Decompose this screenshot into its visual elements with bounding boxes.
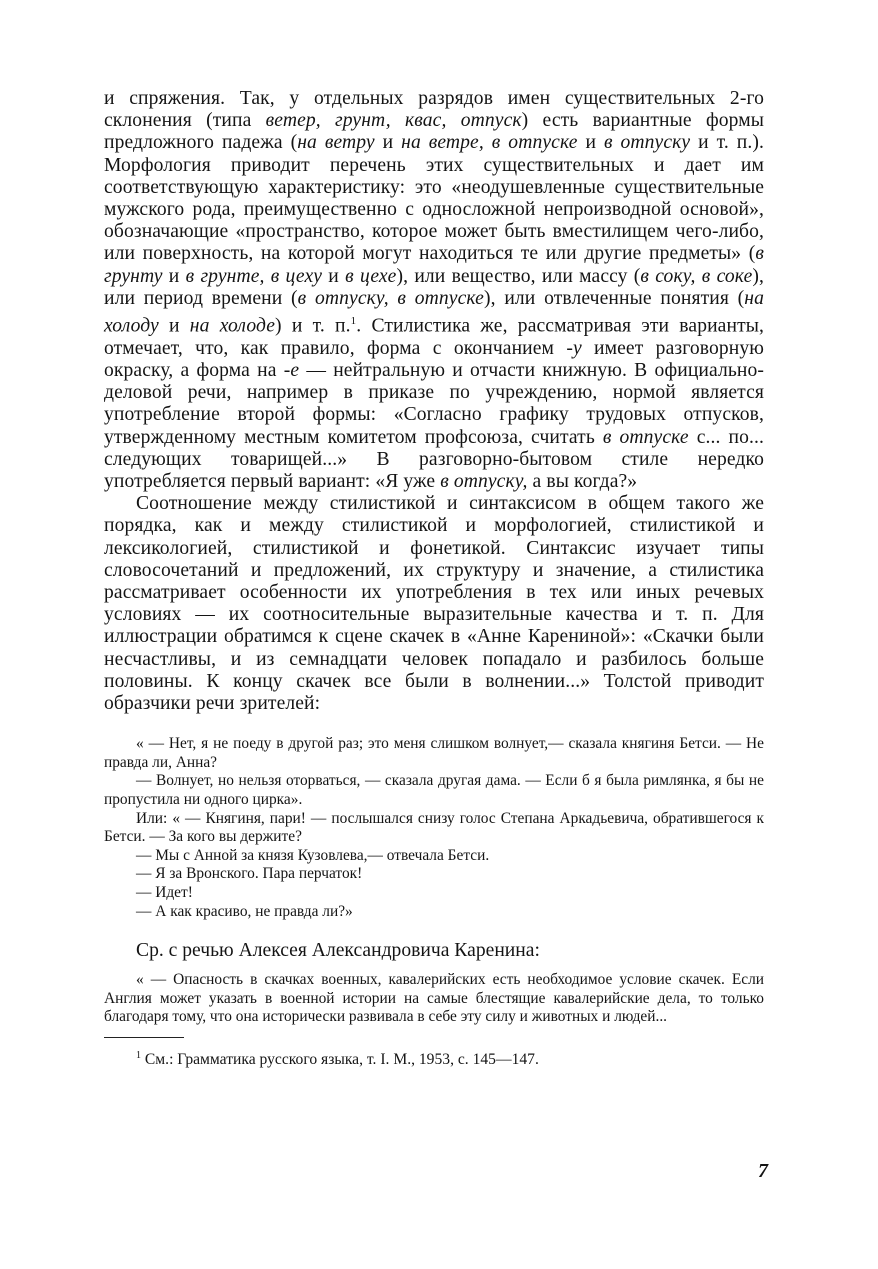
footnote-mark: 1 <box>136 1049 141 1061</box>
paragraph-syntax: Соотношение между стилистикой и синтаксисом в общем такого же порядка, как и между стилистикой и морфологией, стилистикой и лексикологией, стилистикой и фонетикой. Синтаксис изучает типы словосочетаний и предложений, их структуру и значение, а стилистика рассматривает особенности их употребления в тех или иных речевых условиях — их соотносительные выразительные качества и т. п. Для иллюстрации обратимся к сцене скачек в «Анне Карениной»: «Скачки были несчастливы, и из семнадцати человек попадало и разбилось больше половины. К концу скачек все были в волнении...» Толстой приводит образчики речи зрителей: <box>104 493 764 715</box>
text-run: и <box>322 265 346 287</box>
italic-example: в цехе <box>345 265 397 287</box>
text-run: и <box>577 132 604 154</box>
text-run: и спряжения. Так, у отдельных разрядов имен существительных 2-го склонения (типа <box>104 88 764 132</box>
paragraph-morphology <box>104 88 764 493</box>
italic-example: ветер, грунт, квас, отпуск <box>265 110 522 132</box>
quote-line: — Мы с Анной за князя Кузовлева,— отвечала Бетси. <box>136 846 490 864</box>
text-run: и <box>162 265 186 287</box>
main-text <box>104 88 764 715</box>
text-run: имеет разговорную окраску, а форма на <box>104 337 764 381</box>
text-run: — нейтральную и отчасти книжную. В официально-деловой речи, например в приказе по учреждению, нормой является употребление второй формы: «Согласно графику трудовых отпусков, утвержденному местным комитетом профсоюза, считать <box>104 359 764 448</box>
quote-line: Или: « — Княгиня, пари! — послышался снизу голос Степана Аркадьевича, обратившегося к Бетси. — За кого вы держите? <box>104 809 764 846</box>
text-run: ), или период времени ( <box>104 265 765 309</box>
quote-line: — Идет! <box>136 883 193 901</box>
text-run: ) есть вариантные формы предложного падежа ( <box>104 110 765 154</box>
italic-example: на холоде <box>189 315 276 337</box>
text-run: а вы когда?» <box>527 470 638 492</box>
quote-line: « — Нет, я не поеду в другой раз; это меня слишком волнует,— сказала княгиня Бетси. — Не правда ли, Анна? <box>104 735 764 771</box>
quote-line: — Я за Вронского. Пара перчаток! <box>136 865 363 883</box>
italic-example: в отпуску, <box>440 470 528 492</box>
italic-example: -е <box>283 359 300 381</box>
italic-example: на ветре, в отпуске <box>401 132 578 154</box>
text-run: и т. п.). Морфология приводит перечень этих существительных и дает им соответствующую характеристику: это «неодушевленные существительные мужского рода, преимущественно с односложной непроизводной основой», обозначающие «пространство, которое может быть вместилищем чего-либо, или поверхность, на которой могут находиться те или другие предметы» ( <box>104 132 764 265</box>
text-run: ), или вещество, или массу ( <box>396 265 641 287</box>
italic-example: на холоду <box>104 287 764 337</box>
italic-example: в отпуску, в отпуске <box>297 287 484 309</box>
comparison-line: Ср. с речью Алексея Александровича Каренина: <box>136 940 540 962</box>
quote-line: « — Опасность в скачках военных, кавалерийских есть необходимое условие скачек. Если Англия может указать в военной истории на самые блестящие кавалерийские дела, то только благодаря тому, что она исторически развивала в себе эту силу и животных и людей... <box>104 971 764 1026</box>
text-run: ), или отвлеченные понятия ( <box>483 287 745 309</box>
italic-example: в грунту <box>104 243 764 287</box>
italic-example: в отпуске <box>602 426 689 448</box>
page-number: 7 <box>758 1160 768 1182</box>
footnote-divider <box>104 1037 184 1038</box>
italic-example: -у <box>566 337 582 359</box>
italic-example: в грунте, в цеху <box>185 265 323 287</box>
text-run: ) и т. п. <box>275 315 351 337</box>
italic-example: в отпуску <box>603 132 691 154</box>
footnote <box>104 1046 764 1070</box>
text-run: . Стилистика же, рассматривая эти варианты, отмечает, что, как правило, форма с окончанием <box>104 315 764 359</box>
footnote-text: См.: Грамматика русского языка, т. I. М., 1953, с. 145—147. <box>141 1051 539 1069</box>
page-body <box>104 88 764 1070</box>
quote-line: — А как красиво, не правда ли?» <box>136 902 353 920</box>
quote-spectators <box>104 735 764 921</box>
text-run: и <box>158 315 190 337</box>
quote-karenin <box>104 971 764 1027</box>
italic-example: в соку, в соке <box>640 265 753 287</box>
text-run: и <box>374 132 402 154</box>
quote-line: — Волнует, но нельзя оторваться, — сказала другая дама. — Если б я была римлянка, я бы не пропустила ни одного цирка». <box>104 772 764 808</box>
footnote-reference: 1 <box>350 315 357 328</box>
text-run: с... по... следующих товарищей...» В разговорно-бытовом стиле нередко употребляется первый вариант: «Я уже <box>104 426 764 492</box>
italic-example: на ветру <box>297 132 375 154</box>
